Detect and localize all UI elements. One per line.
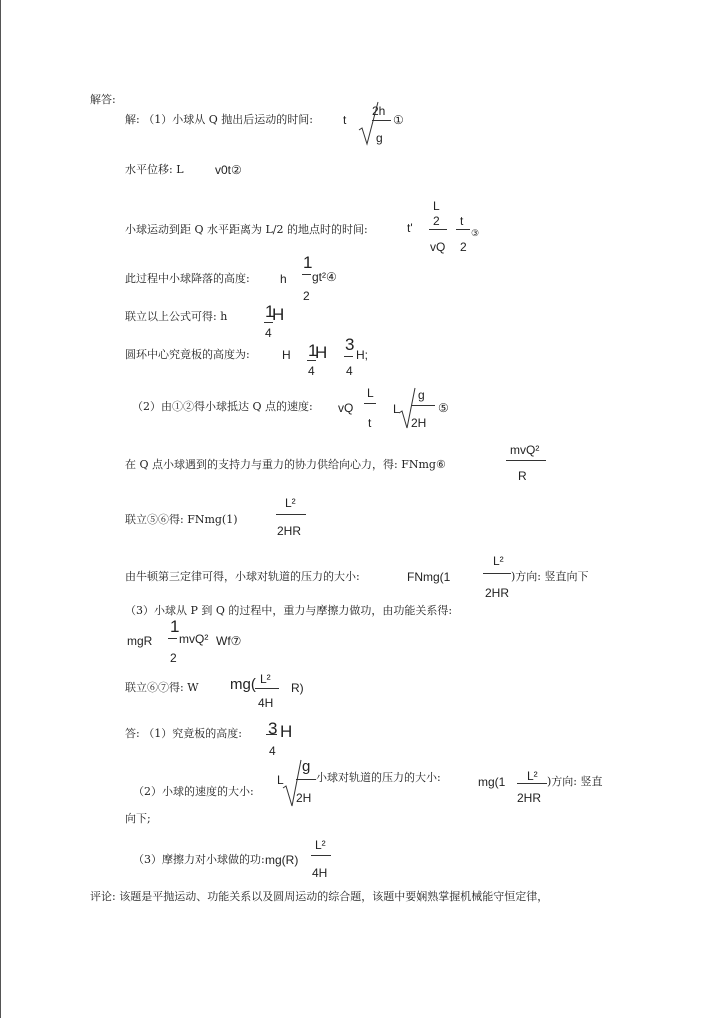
page-left-border bbox=[0, 0, 1, 1018]
a2-wrap: 向下; bbox=[125, 812, 151, 825]
s6-label: 圆环中心究竟板的高度为: bbox=[125, 348, 250, 361]
s12-wf: Wf⑦ bbox=[216, 634, 242, 648]
a2-mid: 小球对轨道的压力的大小: bbox=[316, 771, 441, 784]
s9-frac-bar bbox=[276, 514, 306, 515]
a2-label: （2）小球的速度的大小: bbox=[133, 785, 254, 798]
s3-f1-num: L bbox=[433, 199, 440, 213]
s13-R: R) bbox=[291, 681, 304, 695]
s12-two: 2 bbox=[170, 651, 177, 665]
s6-four2: 4 bbox=[346, 364, 353, 378]
s7-num: ⑤ bbox=[438, 401, 449, 415]
s3-num: ③ bbox=[471, 229, 480, 239]
s3-f2-bar bbox=[456, 229, 470, 230]
s6-H: H bbox=[282, 348, 291, 362]
s1-t: t bbox=[343, 113, 347, 127]
s13-frac-bar bbox=[255, 688, 279, 689]
s6-three: 3 bbox=[345, 335, 355, 354]
s10-frac-bar bbox=[483, 573, 511, 574]
s10-tail: )方向: 竖直向下 bbox=[511, 570, 589, 583]
a3-f-num: L² bbox=[315, 838, 326, 852]
s4-label: 此过程中小球降落的高度: bbox=[125, 272, 250, 285]
s9-f-num: L² bbox=[285, 496, 296, 510]
s2-label: 水平位移: L bbox=[125, 163, 184, 176]
s3-label: 小球运动到距 Q 水平距离为 L/2 的地点时的时间: bbox=[125, 223, 368, 236]
a1-label: 答: （1）究竟板的高度: bbox=[125, 727, 242, 740]
s4-h: h bbox=[280, 272, 287, 286]
s10-expr: FNmg(1 bbox=[407, 570, 451, 584]
s9-f-den: 2HR bbox=[277, 524, 302, 538]
a1-four: 4 bbox=[269, 744, 276, 758]
s10-f-den: 2HR bbox=[485, 586, 510, 600]
s9-label: 联立⑤⑥得: FNmg(1) bbox=[125, 513, 238, 526]
s13-f-den: 4H bbox=[258, 696, 274, 710]
s3-f1-bar bbox=[429, 229, 447, 230]
s7-sq-num: g bbox=[418, 388, 425, 402]
a2-sq-den: 2H bbox=[296, 791, 312, 805]
s7-label: （2）由①②得小球抵达 Q 点的速度: bbox=[132, 400, 313, 413]
s5-four: 4 bbox=[265, 326, 272, 340]
s5-H: H bbox=[272, 305, 285, 324]
s13-f-num: L² bbox=[260, 672, 271, 686]
s12-expr: mvQ² bbox=[179, 632, 209, 646]
a2-f-num: L² bbox=[527, 769, 538, 783]
s12-one: 1 bbox=[170, 617, 180, 636]
s13-mg: mg( bbox=[230, 676, 256, 693]
s3-f1-num2: 2 bbox=[433, 214, 440, 228]
comment-text: 评论: 该题是平抛运动、功能关系以及圆周运动的综合题，该题中要娴熟掌握机械能守恒定律， bbox=[90, 890, 549, 903]
s3-t: t' bbox=[407, 221, 413, 235]
s6-H3: H; bbox=[356, 348, 368, 362]
a3-frac-bar bbox=[311, 855, 331, 856]
s10-f-num: L² bbox=[493, 554, 504, 568]
s7-f-den: t bbox=[368, 416, 372, 430]
s8-frac-bar bbox=[506, 460, 546, 461]
s3-f2-num: t bbox=[460, 214, 464, 228]
a1-H: H bbox=[280, 722, 293, 741]
s2-expr: v0t② bbox=[215, 163, 242, 177]
s1-label: 解: （1）小球从 Q 抛出后运动的时间: bbox=[125, 113, 313, 126]
s7-f-num: L bbox=[367, 386, 374, 400]
s7-vQ: vQ bbox=[338, 401, 354, 415]
s1-num: ① bbox=[393, 113, 404, 127]
s7-frac-bar bbox=[364, 403, 376, 404]
a2-mg: mg(1 bbox=[478, 775, 506, 789]
s7-sq-den: 2H bbox=[411, 416, 427, 430]
s4-expr: gt²④ bbox=[312, 270, 337, 284]
s12-mgR: mgR bbox=[127, 634, 153, 648]
s3-f1-den: vQ bbox=[430, 240, 446, 254]
s11-label: （3）小球从 P 到 Q 的过程中，重力与摩擦力做功，由功能关系得: bbox=[125, 604, 453, 617]
a3-f-den: 4H bbox=[312, 866, 328, 880]
a2-sq-bar bbox=[296, 779, 316, 780]
a1-three: 3 bbox=[268, 719, 278, 738]
a2-sq-num: g bbox=[302, 758, 311, 775]
s8-f-num: mvQ² bbox=[510, 443, 540, 457]
a2-frac-bar bbox=[517, 783, 547, 784]
s7-L: L bbox=[393, 402, 400, 416]
s3-f2-den: 2 bbox=[460, 240, 467, 254]
s1-frac-bar bbox=[372, 120, 391, 121]
s6-frac2-bar bbox=[344, 356, 353, 357]
s4-one: 1 bbox=[303, 253, 313, 272]
a2-f-den: 2HR bbox=[517, 791, 542, 805]
s4-frac-bar bbox=[302, 274, 311, 275]
s6-four1: 4 bbox=[308, 364, 315, 378]
s12-frac-bar bbox=[168, 638, 177, 639]
a1-frac-bar bbox=[266, 734, 277, 735]
a2-tail: )方向: 竖直 bbox=[547, 775, 603, 788]
s6-one: 1 bbox=[308, 341, 318, 360]
s5-one: 1 bbox=[265, 302, 275, 321]
s10-label: 由牛顿第三定律可得，小球对轨道的压力的大小: bbox=[125, 570, 360, 583]
a2-L: L bbox=[277, 773, 284, 787]
a3-expr: mg(R) bbox=[265, 853, 299, 867]
s1-frac-num: 2h bbox=[372, 104, 386, 118]
s13-label: 联立⑥⑦得: W bbox=[125, 681, 199, 694]
s6-frac1-bar bbox=[307, 360, 316, 361]
s8-label: 在 Q 点小球遇到的支持力与重力的协力供给向心力，得: FNmg⑥ bbox=[125, 458, 446, 471]
s1-frac-den: g bbox=[376, 131, 383, 145]
answer-title: 解答: bbox=[90, 93, 116, 106]
s6-H2: H bbox=[315, 343, 328, 362]
s5-label: 联立以上公式可得: h bbox=[125, 310, 228, 323]
s5-frac-bar bbox=[264, 322, 273, 323]
s8-f-den: R bbox=[518, 469, 527, 483]
s7-sq-bar bbox=[411, 405, 435, 406]
a3-label: （3）摩擦力对小球做的功: bbox=[133, 853, 265, 866]
s4-two: 2 bbox=[303, 289, 310, 303]
